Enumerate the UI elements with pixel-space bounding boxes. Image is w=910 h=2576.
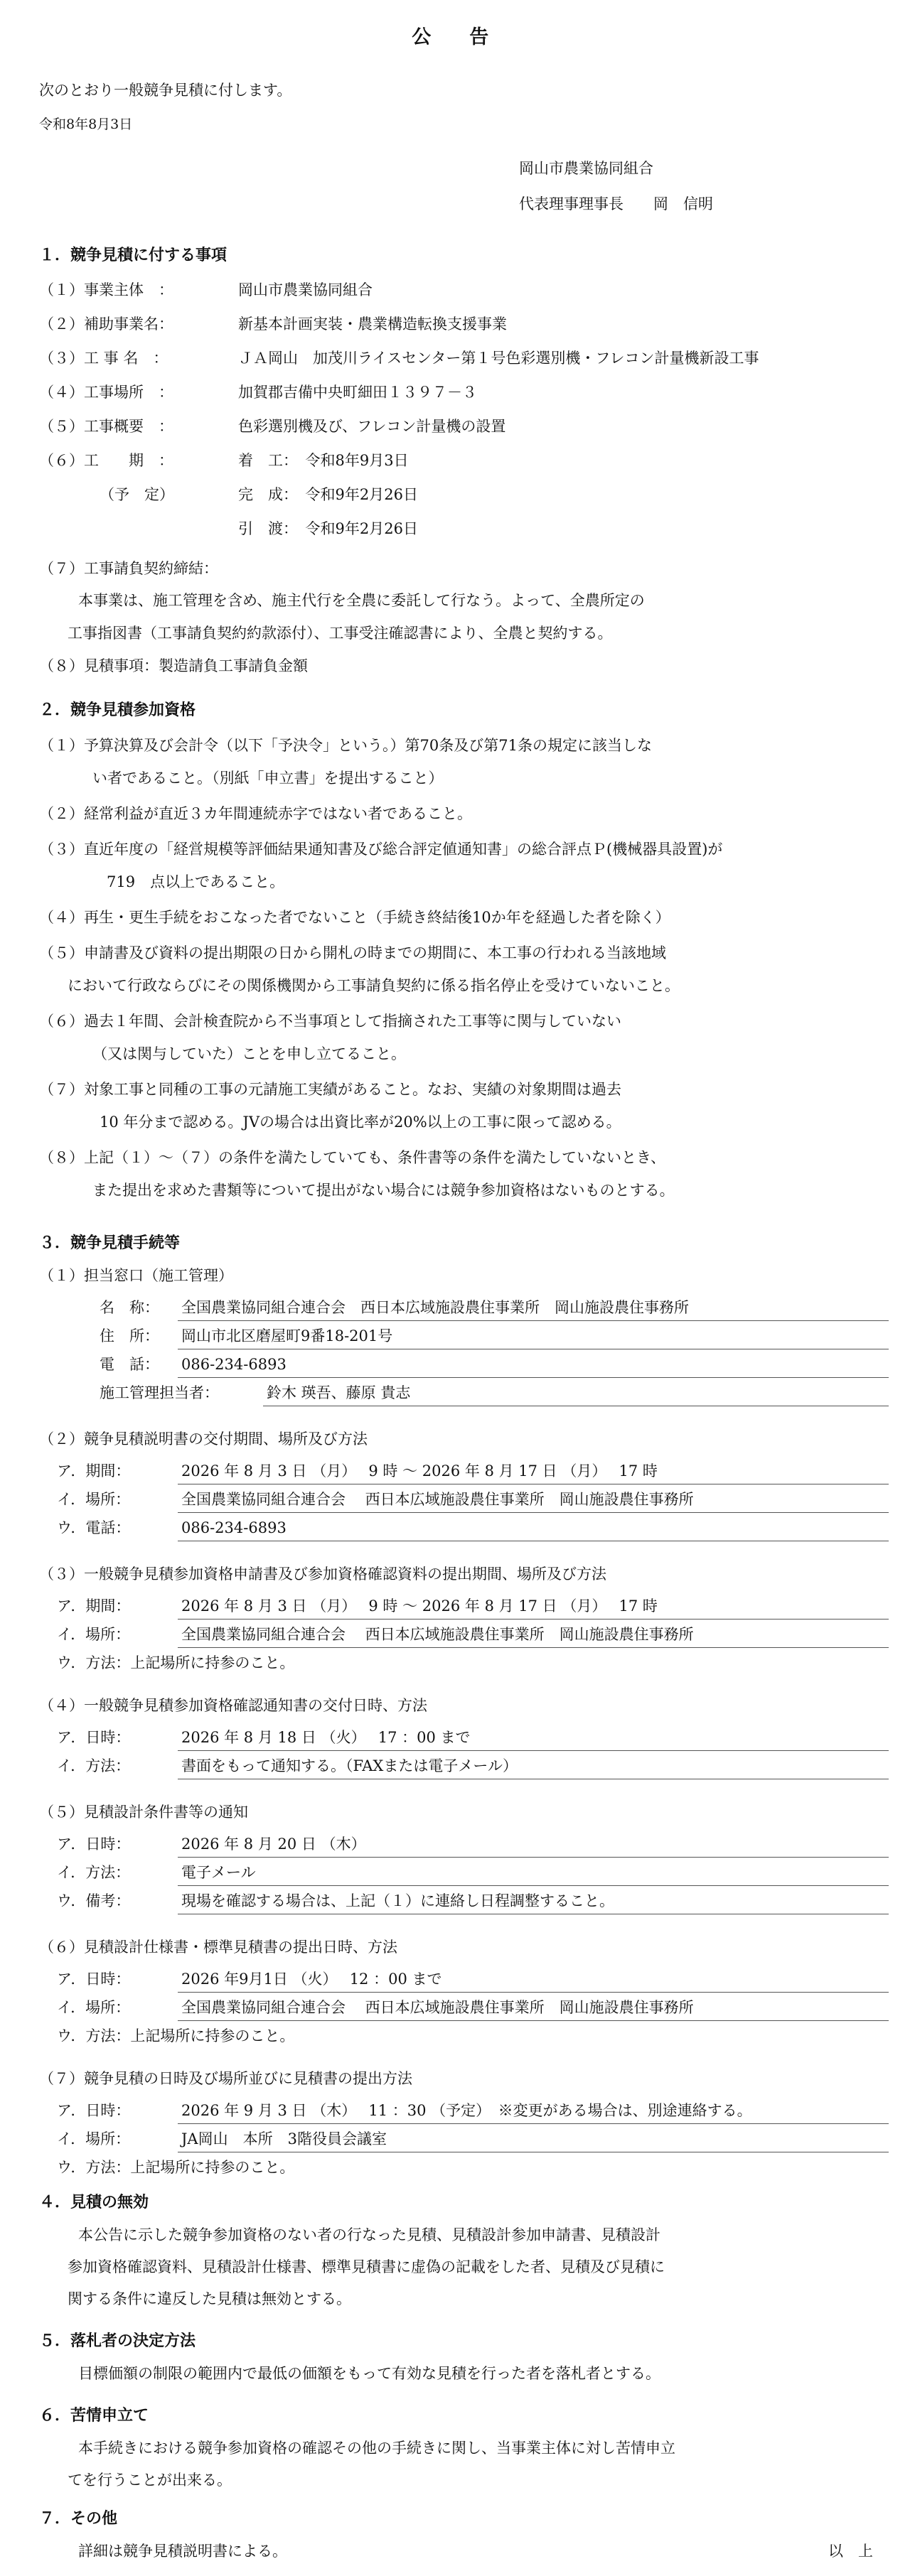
s1-item-8: （８）見積事項：製造請負工事請負金額 bbox=[39, 657, 308, 674]
c1-name: 全国農業協同組合連合会 西日本広域施設農住事業所 岡山施設農住事務所 bbox=[181, 1299, 689, 1316]
end-mark: 以 上 bbox=[828, 2543, 873, 2560]
underline bbox=[178, 1992, 889, 1993]
c2-tel: 086-234-6893 bbox=[181, 1519, 287, 1536]
c3-period: 2026 年 8 月 3 日 （月） 9 時 ～ 2026 年 8 月 17 日 （月） 17 時 bbox=[181, 1597, 658, 1615]
c2-place: 全国農業協同組合連合会 西日本広域施設農住事業所 岡山施設農住事務所 bbox=[181, 1491, 694, 1508]
c5-date-label: ア．日時： bbox=[57, 1836, 131, 1853]
c4-date-label: ア．日時： bbox=[57, 1729, 131, 1746]
c6-date-label: ア．日時： bbox=[57, 1971, 131, 1988]
s2-line: において行政ならびにその関係機関から工事請負契約に係る指名停止を受けていないこと。 bbox=[68, 977, 680, 994]
s2-line: （４）再生・更生手続をおこなった者でないこと（手続き終結後10か年を経過した者を除く） bbox=[39, 909, 670, 926]
section-3-heading: ３．競争見積手続等 bbox=[39, 1234, 181, 1252]
s3-c6-title: （６）見積設計仕様書・標準見積書の提出日時、方法 bbox=[39, 1939, 397, 1956]
underline bbox=[178, 1857, 889, 1858]
c5-method-label: イ．方法： bbox=[57, 1864, 131, 1881]
c5-date: 2026 年 8 月 20 日 （木） bbox=[181, 1836, 366, 1853]
s2-line: 10 年分まで認める。JVの場合は出資比率が20%以上の工事に限って認める。 bbox=[100, 1114, 621, 1131]
c4-date: 2026 年 8 月 18 日 （火） 17 ：00 まで bbox=[181, 1729, 471, 1746]
s5-text: 目標価額の制限の範囲内で最低の価額をもって有効な見積を行った者を落札者とする。 bbox=[78, 2365, 660, 2382]
s2-line: （６）過去１年間、会計検査院から不当事項として指摘された工事等に関与していない bbox=[39, 1013, 621, 1030]
s6-line: 本手続きにおける競争参加資格の確認その他の手続きに関し、当事業主体に対し苦情申立 bbox=[78, 2440, 675, 2457]
contract-text: 工事指図書（工事請負契約約款添付）、工事受注確認書により、全農と契約する。 bbox=[68, 625, 613, 642]
underline bbox=[178, 1619, 889, 1620]
c1-name-label: 名 称： bbox=[100, 1299, 159, 1316]
c7-method: ウ．方法：上記場所に持参のこと。 bbox=[57, 2159, 295, 2176]
c5-note: 現場を確認する場合は、上記（１）に連絡し日程調整すること。 bbox=[181, 1892, 614, 1909]
underline bbox=[178, 1885, 889, 1886]
c6-place: 全国農業協同組合連合会 西日本広域施設農住事業所 岡山施設農住事務所 bbox=[181, 1999, 694, 2016]
s2-line: 719 点以上であること。 bbox=[107, 873, 285, 890]
s1-item-value: 引 渡： 令和9年2月26日 bbox=[238, 520, 418, 537]
issuer-org: 岡山市農業協同組合 bbox=[519, 160, 653, 177]
s4-line: 本公告に示した競争参加資格のない者の行なった見積、見積設計参加申請書、見積設計 bbox=[78, 2226, 660, 2243]
s3-c1-title: （１）担当窓口（施工管理） bbox=[39, 1267, 233, 1284]
s1-item-value: 色彩選別機及び、フレコン計量機の設置 bbox=[238, 418, 506, 435]
issuer-rep: 代表理事理事長 岡 信明 bbox=[519, 195, 713, 212]
s6-line: てを行うことが出来る。 bbox=[68, 2472, 232, 2489]
section-6-heading: ６．苦情申立て bbox=[39, 2407, 149, 2425]
contract-label: （７）工事請負契約締結： bbox=[39, 560, 218, 577]
s2-line: （２）経常利益が直近３カ年間連続赤字ではない者であること。 bbox=[39, 805, 472, 822]
c2-period: 2026 年 8 月 3 日 （月） 9 時 ～ 2026 年 8 月 17 日 （月） 17 時 bbox=[181, 1462, 658, 1480]
s7-text: 詳細は競争見積説明書による。 bbox=[78, 2543, 287, 2560]
c6-date: 2026 年9月1日 （火） 12 ：00 まで bbox=[181, 1971, 442, 1988]
underline bbox=[178, 1647, 889, 1648]
underline bbox=[178, 1750, 889, 1751]
s2-line: （５）申請書及び資料の提出期限の日から開札の時までの期間に、本工事の行われる当該地域 bbox=[39, 944, 666, 961]
c5-note-label: ウ．備考： bbox=[57, 1892, 131, 1909]
s1-item-label: （予 定） bbox=[100, 486, 174, 503]
s3-c5-title: （５）見積設計条件書等の通知 bbox=[39, 1804, 248, 1821]
s4-line: 参加資格確認資料、見積設計仕様書、標準見積書に虚偽の記載をした者、見積及び見積に bbox=[68, 2258, 665, 2275]
c7-date-label: ア．日時： bbox=[57, 2102, 131, 2119]
s2-line: （７）対象工事と同種の工事の元請施工実績があること。なお、実績の対象期間は過去 bbox=[39, 1081, 621, 1098]
s2-line: （３）直近年度の「経営規模等評価結果通知書及び総合評定値通知書」の総合評点Ｐ(機械器具設置)が bbox=[39, 841, 723, 858]
section-5-heading: ５．落札者の決定方法 bbox=[39, 2332, 196, 2350]
c3-method: ウ．方法：上記場所に持参のこと。 bbox=[57, 1654, 295, 1671]
s1-item-label: （５）工事概要 ： bbox=[39, 418, 173, 435]
s4-line: 関する条件に違反した見積は無効とする。 bbox=[68, 2290, 351, 2307]
s2-line: （又は関与していた）ことを申し立てること。 bbox=[92, 1045, 406, 1062]
s1-item-value: 着 工： 令和8年9月3日 bbox=[238, 452, 409, 469]
c6-place-label: イ．場所： bbox=[57, 1999, 131, 2016]
c6-method: ウ．方法：上記場所に持参のこと。 bbox=[57, 2027, 295, 2044]
section-4-heading: ４．見積の無効 bbox=[39, 2194, 149, 2211]
s1-item-label: （６）工 期 ： bbox=[39, 452, 173, 469]
c3-place-label: イ．場所： bbox=[57, 1626, 131, 1643]
s3-c4-title: （４）一般競争見積参加資格確認通知書の交付日時、方法 bbox=[39, 1697, 427, 1714]
s1-item-value: 岡山市農業協同組合 bbox=[238, 281, 373, 298]
contract-text: 本事業は、施工管理を含め、施主代行を全農に委託して行なう。よって、全農所定の bbox=[78, 592, 645, 609]
c1-staff-label: 施工管理担当者： bbox=[100, 1384, 219, 1401]
intro-text: 次のとおり一般競争見積に付します。 bbox=[39, 82, 292, 99]
c1-address: 岡山市北区磨屋町9番18-201号 bbox=[181, 1327, 393, 1344]
s1-item-label: （３）工 事 名 ： bbox=[39, 350, 168, 367]
underline bbox=[178, 1377, 889, 1378]
s1-item-value: ＪＡ岡山 加茂川ライスセンター第１号色彩選別機・フレコン計量機新設工事 bbox=[238, 350, 759, 367]
underline bbox=[178, 2123, 889, 2124]
s3-c2-title: （２）競争見積説明書の交付期間、場所及び方法 bbox=[39, 1430, 368, 1448]
c1-tel: 086-234-6893 bbox=[181, 1356, 287, 1373]
section-7-heading: ７．その他 bbox=[39, 2510, 118, 2528]
s1-item-label: （１）事業主体 ： bbox=[39, 281, 173, 298]
s1-item-value: 加賀郡吉備中央町細田１３９７－３ bbox=[238, 384, 477, 401]
c3-place: 全国農業協同組合連合会 西日本広域施設農住事業所 岡山施設農住事務所 bbox=[181, 1626, 694, 1643]
s3-c3-title: （３）一般競争見積参加資格申請書及び参加資格確認資料の提出期間、場所及び方法 bbox=[39, 1565, 606, 1583]
s1-item-label: （２）補助事業名： bbox=[39, 316, 173, 333]
notice-date: 令和8年8月3日 bbox=[39, 117, 133, 132]
c1-addr-label: 住 所： bbox=[100, 1327, 159, 1344]
c2-period-label: ア．期間： bbox=[57, 1462, 131, 1480]
underline bbox=[178, 2020, 889, 2021]
s2-line: （８）上記（１）～（７）の条件を満たしていても、条件書等の条件を満たしていないとき、 bbox=[39, 1149, 666, 1166]
s2-line: い者であること。（別紙「申立書」を提出すること） bbox=[92, 770, 444, 787]
c7-place-label: イ．場所： bbox=[57, 2130, 131, 2147]
s1-item-value: 完 成： 令和9年2月26日 bbox=[238, 486, 418, 503]
c7-place: JA岡山 本所 3階役員会議室 bbox=[181, 2130, 387, 2147]
c5-method: 電子メール bbox=[181, 1864, 256, 1881]
s1-item-value: 新基本計画実装・農業構造転換支援事業 bbox=[238, 316, 507, 333]
c1-tel-label: 電 話： bbox=[100, 1356, 159, 1373]
c3-period-label: ア．期間： bbox=[57, 1597, 131, 1615]
c2-tel-label: ウ．電話： bbox=[57, 1519, 131, 1536]
underline bbox=[178, 1512, 889, 1513]
c1-staff: 鈴木 瑛吾、藤原 貴志 bbox=[267, 1384, 411, 1401]
section-2-heading: ２．競争見積参加資格 bbox=[39, 701, 196, 719]
underline bbox=[178, 1320, 889, 1321]
s2-line: （１）予算決算及び会計令（以下「予決令」という。）第70条及び第71条の規定に該当しな bbox=[39, 737, 652, 754]
c4-method-label: イ．方法： bbox=[57, 1757, 131, 1774]
page-title: 公 告 bbox=[412, 26, 498, 48]
section-1-heading: １．競争見積に付する事項 bbox=[39, 247, 228, 264]
s1-item-label: （４）工事場所 ： bbox=[39, 384, 173, 401]
s2-line: また提出を求めた書類等について提出がない場合には競争参加資格はないものとする。 bbox=[92, 1182, 675, 1199]
c7-date: 2026 年 9 月 3 日 （木） 11 ：30 （予定） ※変更がある場合は、別途連絡する。 bbox=[181, 2102, 752, 2119]
s3-c7-title: （７）競争見積の日時及び場所並びに見積書の提出方法 bbox=[39, 2070, 412, 2087]
c4-method: 書面をもって通知する。（FAXまたは電子メール） bbox=[181, 1757, 518, 1774]
c2-place-label: イ．場所： bbox=[57, 1491, 131, 1508]
